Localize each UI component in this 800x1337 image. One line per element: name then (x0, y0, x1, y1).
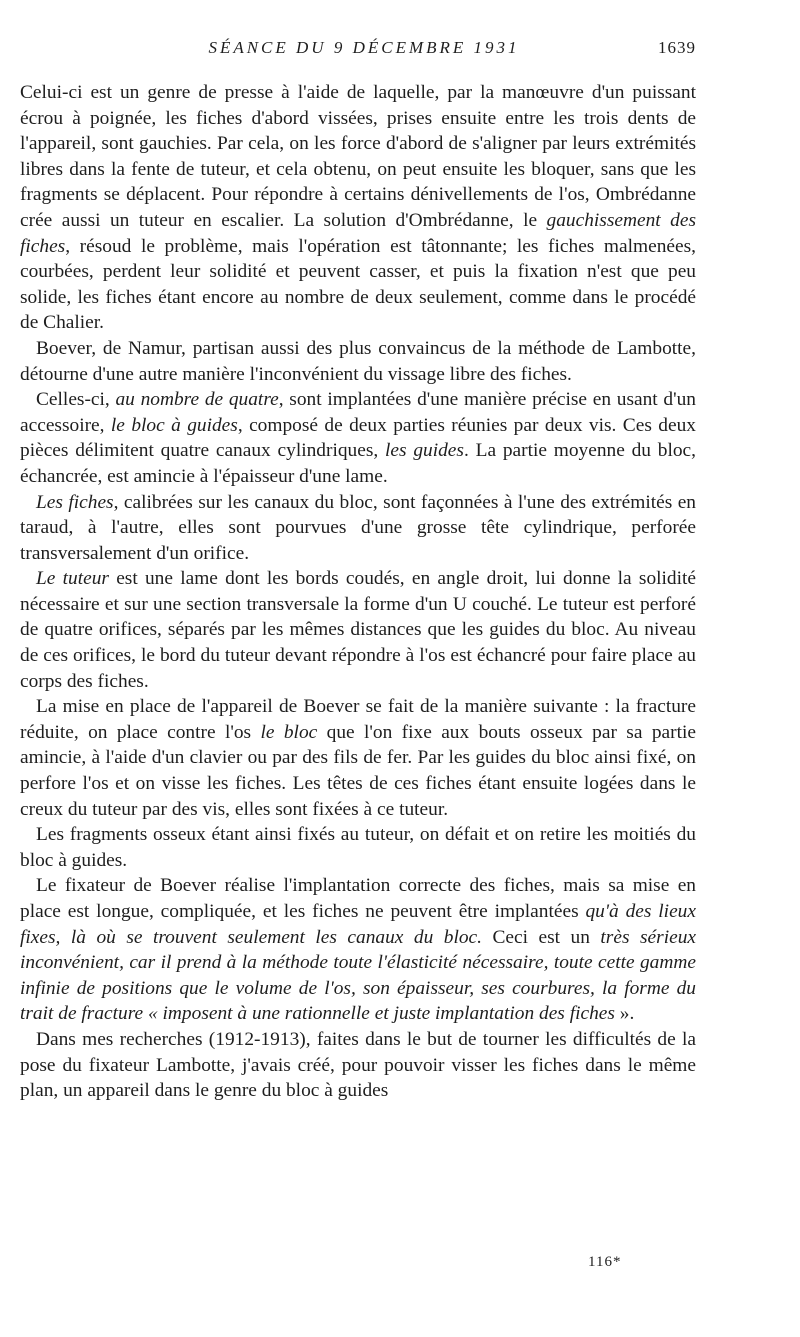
italic-text: le bloc à guides (110, 414, 238, 436)
paragraph (20, 566, 696, 694)
paragraph (20, 1027, 696, 1104)
paragraph (20, 822, 696, 873)
italic-text: au nombre de quatre (115, 389, 279, 411)
running-head: SÉANCE DU 9 DÉCEMBRE 1931 (208, 38, 520, 57)
italic-text: Les fiches (36, 491, 114, 513)
text-run: Les fragments osseux étant ainsi fixés au tuteur, on défait et on retire les moitiés du bloc à guides. (20, 824, 696, 871)
text-run: . La partie moyenne du bloc, échancrée, est amincie à l'épaisseur d'une lame. (20, 440, 696, 487)
italic-text: qu'à des lieux fixes, là où se trouvent seulement les canaux du bloc. (20, 901, 696, 948)
italic-text: les guides (385, 440, 464, 462)
italic-text: Le tuteur (36, 568, 109, 590)
text-run: que l'on fixe aux bouts osseux par sa partie amincie, à l'aide d'un clavier ou par des fils de fer. Par les guides du bloc ainsi fixé, on perfore l'os et on visse les fiches. Les têtes de ces fiches étant ensuite logées dans le creux du tuteur par des vis, elles sont fixées à ce tuteur. (20, 721, 696, 820)
text-run: Celui-ci est un genre de presse à l'aide de laquelle, par la manœuvre d'un puissant écrou à poignée, les fiches d'abord vissées, prises ensuite entre les trois dents de l'appareil, sont gauchies. Par cela, on les force d'abord de s'aligner par leurs extrémités libres dans la fente de tuteur, et cela obtenu, on peut ensuite les bloquer, sans que les fragments se déplacent. Pour répondre à certains dénivellements de l'os, Ombrédanne crée aussi un tuteur en escalier. La solution d'Ombrédanne, le (20, 82, 696, 231)
text-run: Dans mes recherches (1912-1913), faites dans le but de tourner les difficultés de la pose du fixateur Lambotte, j'avais créé, pour pouvoir visser les fiches dans le même plan, un appareil dans le genre du bloc à guides (20, 1028, 696, 1102)
paragraph (20, 387, 696, 489)
text-run: , calibrées sur les canaux du bloc, sont façonnées à l'une des extrémités en taraud, à l'autre, elles sont pourvues d'une grosse tête cylindrique, perforée transversalement d'un orifice. (20, 491, 696, 564)
text-run: Le fixateur de Boever réalise l'implantation correcte des fiches, mais sa mise en place est longue, compliquée, et les fiches ne peuvent être implantées (20, 875, 696, 922)
text-run: ». (614, 1003, 635, 1025)
page-header (32, 38, 696, 64)
paragraph (20, 336, 696, 387)
body-text (20, 80, 696, 1104)
text-run: , sont implantées d'une manière précise en usant d'un accessoire, (20, 389, 696, 436)
paragraph (20, 873, 696, 1027)
paragraph (20, 80, 696, 336)
text-run: La mise en place de l'appareil de Boever se fait de la manière suivante : la fracture réduite, on place contre l'os (20, 696, 696, 743)
text-run: Ceci est un (482, 926, 601, 948)
text-run: , composé de deux parties réunies par deux vis. Ces deux pièces délimitent quatre canaux cylindriques, (20, 414, 696, 462)
paragraph (20, 490, 696, 567)
text-run: est une lame dont les bords coudés, en angle droit, lui donne la solidité nécessaire et sur une section transversale la forme d'un U couché. Le tuteur est perforé de quatre orifices, séparés par les mêmes distances que les guides du bloc. Au niveau de ces orifices, le bord du tuteur devant répondre à l'os est échancré pour faire place au corps des fiches. (20, 568, 696, 692)
italic-text: gauchissement des fiches (20, 209, 696, 257)
signature-mark: 116* (588, 1254, 622, 1270)
italic-text: très sérieux inconvénient, car il prend à la méthode toute l'élasticité nécessaire, toute cette gamme infinie de positions que le volume de l'os, son épaisseur, ses courbures, la forme du trait de fracture « imposent à une rationnelle et juste implantation des fiches (20, 926, 696, 1025)
paragraph (20, 694, 696, 822)
page-number: 1639 (658, 38, 696, 57)
text-run: Boever, de Namur, partisan aussi des plus convaincus de la méthode de Lambotte, détourne d'une autre manière l'inconvénient du vissage libre des fiches. (20, 337, 696, 385)
italic-text: le bloc (260, 721, 318, 743)
text-run: Celles-ci, (36, 389, 116, 411)
text-run: , résoud le problème, mais l'opération est tâtonnante; les fiches malmenées, courbées, perdent leur solidité et peuvent casser, et puis la fixation n'est que peu solide, les fiches étant encore au nombre de deux seulement, comme dans le procédé de Chalier. (20, 235, 696, 334)
